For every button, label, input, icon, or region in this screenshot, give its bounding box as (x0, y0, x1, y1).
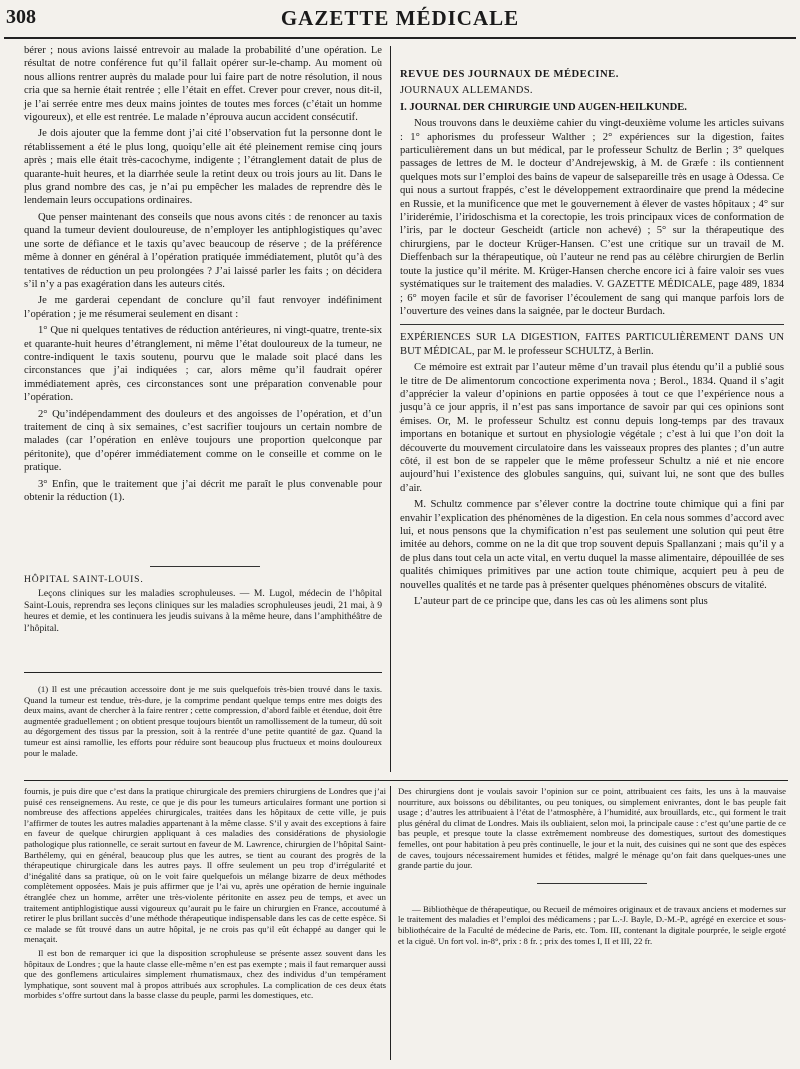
section-title: REVUE DES JOURNAUX DE MÉDECINE. (400, 69, 619, 80)
article-paragraph: M. Schultz commence par s’élever contre la doctrine toute chimique qui a fini par envahir l’explication des phénomènes de la digestion. En cela nous sommes d’accord avec lui, et nous pensons que la chymification n’est pas seulement une solution qui peut être imitée au dehors, comme on ne la dit que trop souvent depuis Spallanzani ; mais qu’il y a de plus dans tout cela un acte vital, en vertu duquel la masse alimentaire, dépouillée de ses qualités chimiques primitives par une action toute chimique, acquiert peu à peu de nouvelles qualités et ne tarde pas à présenter quelques phénomènes obscurs de vitalité. (400, 499, 784, 591)
footnote-rule (24, 672, 382, 673)
left-column (24, 44, 382, 507)
bibliography-notice: — Bibliothèque de thérapeutique, ou Recueil de mémoires originaux et de travaux anciens et modernes sur le traitement des maladies et l’emploi des médicamens ; par L.-J. Bayle, D.-M.-P., agrégé en exercice et sous-bibliothécaire de la Faculté de médecine de Paris, etc. Tom. III, contenant la digitale pourprée, le seigle ergoté et la ciguë. Un fort vol. in-8°, prix : 8 fr. ; prix des tomes I, II et III, 22 fr. (398, 903, 786, 946)
header-rule (4, 37, 796, 39)
article-paragraph: L’auteur part de ce principe que, dans les cas où les alimens sont plus (414, 596, 708, 608)
article-heading: EXPÉRIENCES SUR LA DIGESTION, FAITES PARTICULIÈREMENT DANS UN BUT MÉDICAL, par M. le professeur SCHULTZ, à Berlin. (400, 332, 784, 357)
bottom-column-divider (390, 786, 391, 1060)
left-paragraph: bérer ; nous avions laissé entrevoir au malade la probabilité d’une opération. Le résultat de notre conférence fut qu’il fallait opérer sur-le-champ. Au moment où nous allions rentrer auprès du malade pour lui faire part de notre résolution, il nous cria que sa hernie était rentrée ; elle l’était en effet. Crever pour crever, nous dit-il, je l’ai serrée entre mes deux mains jointes de toutes mes forces (c’était un homme vigoureux), et elle est rentrée. Le malade n’éprouva aucun accident consécutif. (24, 45, 382, 124)
journal-heading: I. JOURNAL DER CHIRURGIE UND AUGEN-HEILKUNDE. (400, 101, 687, 113)
left-paragraph: 2° Qu’indépendamment des douleurs et des angoisses de l’opération, et d’un traitement de cinq à six semaines, c’est sacrifier toujours un certain nombre de malades (car l’opération en enlève toujours une proportion quelconque par péritonite), que d’opérer immédiatement comme on le conseille et comme on le pratique. (24, 408, 382, 474)
left-paragraph: Je me garderai cependant de conclure qu’il faut renvoyer indéfiniment l’opération ; je me résumerai seulement en disant : (24, 295, 382, 320)
bottom-left-column (24, 786, 386, 1004)
separator-rule (150, 566, 260, 567)
column-divider (390, 46, 391, 772)
hospital-heading: HÔPITAL SAINT-LOUIS. (24, 574, 144, 585)
hospital-notice-block (24, 574, 382, 637)
subsection-title: JOURNAUX ALLEMANDS. (400, 85, 533, 97)
bottom-left-paragraph: Il est bon de remarquer ici que la disposition scrophuleuse se présente assez souvent dans les hôpitaux de Londres ; que la haute classe elle-même n’en est pas exempte ; mais il faut remarquer aussi que des gonflemens articulaires simplement rhumatismaux, chez des individus d’un tempérament lymphatique, sont souvent mal à propos attribués aux scrophules. La complication de ces deux états morbides s’offre surtout dans la basse classe du peuple, parmi les domestiques, etc. (24, 947, 386, 1001)
bottom-right-column (398, 786, 786, 949)
bottom-left-paragraph: fournis, je puis dire que c’est dans la pratique chirurgicale des premiers chirurgiens de Londres que j’ai puisé ces renseignemens. Au reste, ce que je dis pour les tumeurs articulaires formant une portion si nombreuse des affections appelées chirurgicales, traitées dans les hôpitaux de cette ville, je puis l’affirmer de toutes les autres maladies appartenant à la même classe. S’il y avait des exceptions à faire en faveur de quelque chirurgien appliquant à ces maladies des considérations de physiologie pathologique plus rationnelle, ce serait surtout en faveur de M. Lawrence, chirurgien de l’hôpital Saint-Barthélemy, qui en général, beaucoup plus que les autres, se tient au courant des progrès de la thérapeutique chirurgicale dans les autres pays. Il offre seulement un peu trop d’irrégularité et d’inégalité dans sa pratique, où on le voit faire quelquefois un mélange bizarre de deux méthodes complètement opposées. Mais je puis affirmer que je l’ai vu, après une opération de hernie inguinale étranglée chez un homme, arrêter une très-violente péritonite en assez peu de temps, et avec un traitement antiphlogistique aussi vigoureux qu’aurait pu le faire un chirurgien en France, accoutumé à retirer le plus brillant succès d’une méthode thérapeutique indispensable dans les cas de cette espèce. Si ce malade se fût trouvé dans un autre hôpital, je ne crois pas qu’il eût échappé au danger qui le menaçait. (24, 786, 386, 945)
separator-rule (537, 883, 647, 884)
right-column (400, 68, 784, 611)
left-paragraph: Que penser maintenant des conseils que nous avons cités : de renoncer au taxis quand la tumeur devient douloureuse, de n’employer les antiphlogistiques qu’avec une sorte de défiance et le taxis qu’avec beaucoup de réserve ; de la préférence même à donner en général à l’opération pratiquée immédiatement, plutôt qu’à des tentatives de réduction un peu prolongées ? J’ai laissé parler les faits ; on décidera s’il n’y a pas exagération dans les auteurs cités. (24, 211, 382, 290)
page-number: 308 (6, 6, 36, 28)
left-paragraph: Je dois ajouter que la femme dont j’ai cité l’observation fut la personne dont le rétablissement a été le plus long, quoiqu’elle ait été pleinement remise cinq jours après ; mais elle était très-cacochyme, indigente ; l’étranglement datait de plus de quarante-huit heures, et la diarrhée seule la retint deux ou trois jours au lit. Dans le plus grand nombre des cas, je n’ai pu empêcher les malades de reprendre dès le lendemain leurs occupations ordinaires. (24, 128, 382, 207)
hospital-notice: Leçons cliniques sur les maladies scrophuleuses. — M. Lugol, médecin de l’hôpital Saint-Louis, reprendra ses leçons cliniques sur les maladies scrophuleuses jeudi, 21 mai, à 9 heures et demie, et les continuera les jeudis suivans à la même heure, dans l’amphithéâtre de l’hôpital. (24, 588, 382, 634)
left-paragraph: 1° Que ni quelques tentatives de réduction antérieures, ni vingt-quatre, trente-six et quarante-huit heures d’étranglement, ni même l’état douloureux de la tumeur, ne contre-indiquent le taxis soutenu, pourvu que le malade soit placé dans les circonstances que j’ai indiquées ; car, alors même qu’il faudrait opérer immédiatement après, ces circonstances sont une préparation convenable pour l’opération. (24, 325, 382, 404)
footnote: (1) Il est une précaution accessoire dont je me suis quelquefois très-bien trouvé dans le taxis. Quand la tumeur est tendue, très-dure, je la comprime pendant quelque temps entre mes doigts des deux mains, avant de chercher à la faire rentrer ; cette compression, d’abord faible et étendue, doit être augmentée graduellement ; on obtient presque toujours bientôt un ramollissement de la tumeur, dû soit au dégorgement des tissus par la pression, soit à la rentrée d’une petite quantité de gaz. Quand la tumeur est ainsi ramollie, les efforts pour réduire sont beaucoup plus fructueux et moins douloureux pour le malade. (24, 684, 382, 758)
bottom-right-paragraph: Des chirurgiens dont je voulais savoir l’opinion sur ce point, attribuaient ces faits, les uns à la mauvaise nourriture, aux boissons ou débilitantes, ou peu toniques, ou simplement enivrantes, dont le bas peuple fait usage ; d’autres les attribuaient à l’état de l’atmosphère, à l’humidité, aux brouillards, etc., qui forment le trait plus général du climat de Londres. Mais ils oubliaient, selon moi, la principale cause : c’est qu’une partie de ce bas peuple, et presque toute la classe extrêmement nombreuse des domestiques, surtout des domestiques femelles, ont pour habitation à peu près continuelle, le jour et la nuit, des cuisines qui ne sont que des espèces de caves, toujours nécessairement humides et fétides, malgré le ménage qu’on fait dans quelques-unes une grande partie du jour. (398, 786, 786, 871)
separator-rule (400, 324, 784, 325)
left-paragraph: 3° Enfin, que le traitement que j’ai décrit me paraît le plus convenable pour obtenir la réduction (1). (24, 478, 382, 503)
article-paragraph: Ce mémoire est extrait par l’auteur même d’un travail plus étendu qu’il a publié sous le titre de De alimentorum concoctione experimenta nova ; Berol., 1834. Quand il s’agit d’apprécier la valeur d’opinions en partie opposées à tout ce que l’expérience nous a jusqu’à ce jour appris, il n’est pas sans importance de savoir par qui ces opinions sont émises. Or, M. le professeur Schultz est connu depuis long-temps par des travaux importans en botanique et surtout en physiologie végétale ; c’est à lui que l’on doit la découverte du mouvement circulatoire dans les vaisseaux propres des plantes ; d’un autre côté, il est bon de se rappeler que le même professeur Schultz a nié et nie encore aujourd’hui l’existence des globules sanguins, qui, suivant lui, ne sont que des bulles d’air. (400, 362, 784, 494)
summary-paragraph: Nous trouvons dans le deuxième cahier du vingt-deuxième volume les articles suivans : 1° aphorismes du professeur Walther ; 2° expériences sur la digestion, faites particulièrement dans un but médical, par le professeur Schultz de Berlin ; 3° quelques passages de lettres de M. le docteur d’Andrejewskig, à M. de Græfe : ils contiennent quelques mots sur l’emploi des bains de vapeur de salsepareille très en usage à Odessa. Ce qui nous a surtout frappés, c’est le développement extraordinaire que prend la médecine en Russie, et la munificence que met le gouvernement à élever de vastes hôpitaux ; 4° sur l’iriderémie, l’iridoschisma et la corectopie, les trois principaux vices de conformation de l’iris, par le docteur Gescheidt (article non achevé) ; 5° sur la thérapeutique des chirurgiens, par le docteur Krüger-Hansen. C’est une critique sur un travail de M. Dieffenbach sur la thérapeutique, où l’auteur ne rend pas au célèbre chirurgien de Berlin toute la justice qu’il mérite. M. Krüger-Hansen cherche encore ici à faire valoir ses vues systématiques sur le traitement des maladies. V. GAZETTE MÉDICALE, page 489, 1834 ; 6° moyen facile et sûr de favoriser l’écoulement de sang qui manque parfois lors de l’ouverture des veines dans la saignée, par le docteur Burdach. (400, 118, 784, 317)
journal-title: GAZETTE MÉDICALE (280, 6, 520, 30)
footnote-block (24, 684, 382, 761)
section-rule (24, 780, 788, 781)
